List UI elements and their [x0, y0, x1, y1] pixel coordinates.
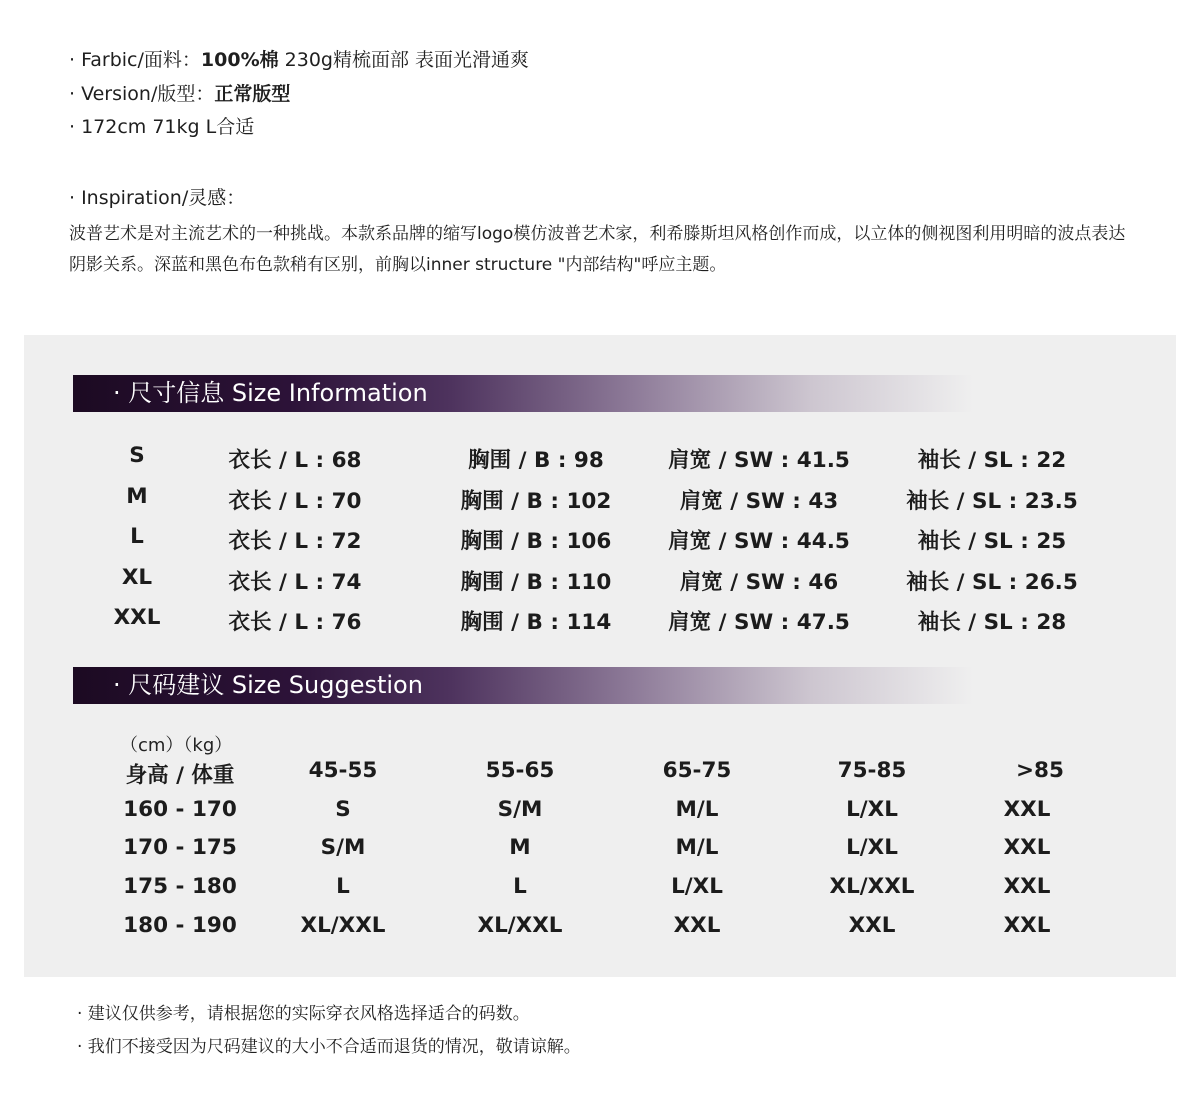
- size-suggestion-cell: M: [509, 835, 531, 861]
- size-info-cell: 胸围 / B : 102: [460, 488, 612, 514]
- size-info-heading: · 尺寸信息 Size Information: [73, 375, 973, 412]
- version-label: · Version/版型：: [69, 82, 215, 105]
- size-info-cell: 肩宽 / SW : 47.5: [668, 610, 850, 636]
- size-suggestion-header-cell: >85: [1016, 758, 1064, 783]
- size-info-cell: 袖长 / SL : 25: [917, 529, 1067, 555]
- size-suggestion-cell: 180 - 190: [123, 912, 237, 938]
- size-info-cell: 衣长 / L : 76: [228, 610, 362, 636]
- fabric-value: 100%棉: [200, 49, 279, 71]
- size-suggestion-cell: XL/XXL: [829, 874, 915, 900]
- size-info-cell: 衣长 / L : 74: [228, 569, 362, 595]
- size-info-cell: 胸围 / B : 114: [460, 610, 612, 636]
- size-suggestion-cell: XXL: [1003, 912, 1051, 938]
- size-info-cell: 袖长 / SL : 22: [917, 448, 1067, 473]
- size-info-cell: 胸围 / B : 110: [460, 569, 612, 595]
- size-suggestion-cell: XL/XXL: [477, 912, 563, 938]
- note-line: · 我们不接受因为尺码建议的大小不合适而退货的情况，敬请谅解。: [77, 1037, 581, 1057]
- size-info-cell: 袖长 / SL : 23.5: [906, 488, 1078, 514]
- size-info-cell: 衣长 / L : 68: [228, 448, 362, 473]
- size-info-cell: XL: [121, 564, 153, 590]
- size-suggestion-cell: XXL: [1003, 835, 1051, 861]
- fabric-line: [69, 44, 1149, 78]
- size-info-cell: 袖长 / SL : 26.5: [906, 569, 1078, 595]
- size-suggestion-cell: XL/XXL: [300, 912, 386, 938]
- size-suggestion-cell: XXL: [673, 912, 721, 938]
- size-info-cell: M: [126, 483, 148, 509]
- units-label: （cm）（kg）: [120, 735, 233, 756]
- inspiration-label: · Inspiration/灵感：: [69, 186, 246, 209]
- size-suggestion-heading: · 尺码建议 Size Suggestion: [73, 667, 973, 704]
- size-suggestion-header-cell: 55-65: [485, 758, 555, 783]
- size-suggestion-cell: L/XL: [671, 874, 723, 900]
- size-info-cell: 肩宽 / SW : 41.5: [668, 448, 850, 473]
- size-suggestion-cell: 170 - 175: [123, 835, 237, 861]
- size-info-cell: 衣长 / L : 70: [228, 488, 362, 514]
- size-suggestion-cell: L: [336, 874, 350, 900]
- inspiration-text: 波普艺术是对主流艺术的一种挑战。本款系品牌的缩写logo模仿波普艺术家，利希滕斯坦风格创作而成，以立体的侧视图利用明暗的波点表达阴影关系。深蓝和黑色布色款稍有区别，前胸以inner structure "内部结构"呼应主题。: [69, 224, 1126, 275]
- size-suggestion-header-cell: 身高 / 体重: [125, 763, 235, 788]
- version-value: 正常版型: [214, 82, 291, 105]
- notes: [77, 998, 581, 1064]
- size-info-cell: 肩宽 / SW : 43: [679, 488, 839, 514]
- product-intro: [69, 44, 1149, 281]
- size-suggestion-cell: XXL: [848, 912, 896, 938]
- size-suggestion-cell: XXL: [1003, 796, 1051, 822]
- size-suggestion-header-cell: 65-75: [662, 758, 732, 783]
- size-suggestion-cell: M/L: [675, 796, 719, 822]
- size-suggestion-cell: L/XL: [846, 835, 898, 861]
- size-suggestion-cell: S/M: [497, 796, 543, 822]
- size-info-cell: 袖长 / SL : 28: [917, 610, 1067, 636]
- size-suggestion-cell: L/XL: [846, 796, 898, 822]
- size-info-cell: L: [130, 524, 144, 550]
- size-info-cell: 肩宽 / SW : 44.5: [668, 529, 850, 555]
- fabric-detail: 230g精梳面部 表面光滑通爽: [278, 49, 530, 71]
- size-suggestion-cell: 160 - 170: [123, 796, 237, 822]
- size-info-cell: XXL: [113, 605, 161, 631]
- size-suggestion-cell: S/M: [320, 835, 366, 861]
- note-line: · 建议仅供参考，请根据您的实际穿衣风格选择适合的码数。: [77, 1004, 530, 1024]
- size-panel: [24, 335, 1176, 977]
- fabric-label: · Farbic/面料：: [69, 49, 201, 71]
- size-info-cell: S: [129, 443, 145, 468]
- size-suggestion-cell: M/L: [675, 835, 719, 861]
- size-suggestion-cell: S: [335, 796, 351, 822]
- size-info-cell: 胸围 / B : 106: [460, 529, 612, 555]
- size-info-cell: 衣长 / L : 72: [228, 529, 362, 555]
- model-line: · 172cm 71kg L合适: [69, 116, 255, 138]
- size-suggestion-cell: 175 - 180: [123, 874, 237, 900]
- version-line: [69, 78, 1149, 112]
- size-info-cell: 胸围 / B : 98: [468, 448, 604, 473]
- size-suggestion-header-cell: 75-85: [837, 758, 907, 783]
- size-suggestion-header-cell: 45-55: [308, 758, 378, 783]
- size-suggestion-cell: L: [513, 874, 527, 900]
- size-suggestion-cell: XXL: [1003, 874, 1051, 900]
- size-info-cell: 肩宽 / SW : 46: [679, 569, 839, 595]
- size-suggestion-table: [24, 335, 1176, 977]
